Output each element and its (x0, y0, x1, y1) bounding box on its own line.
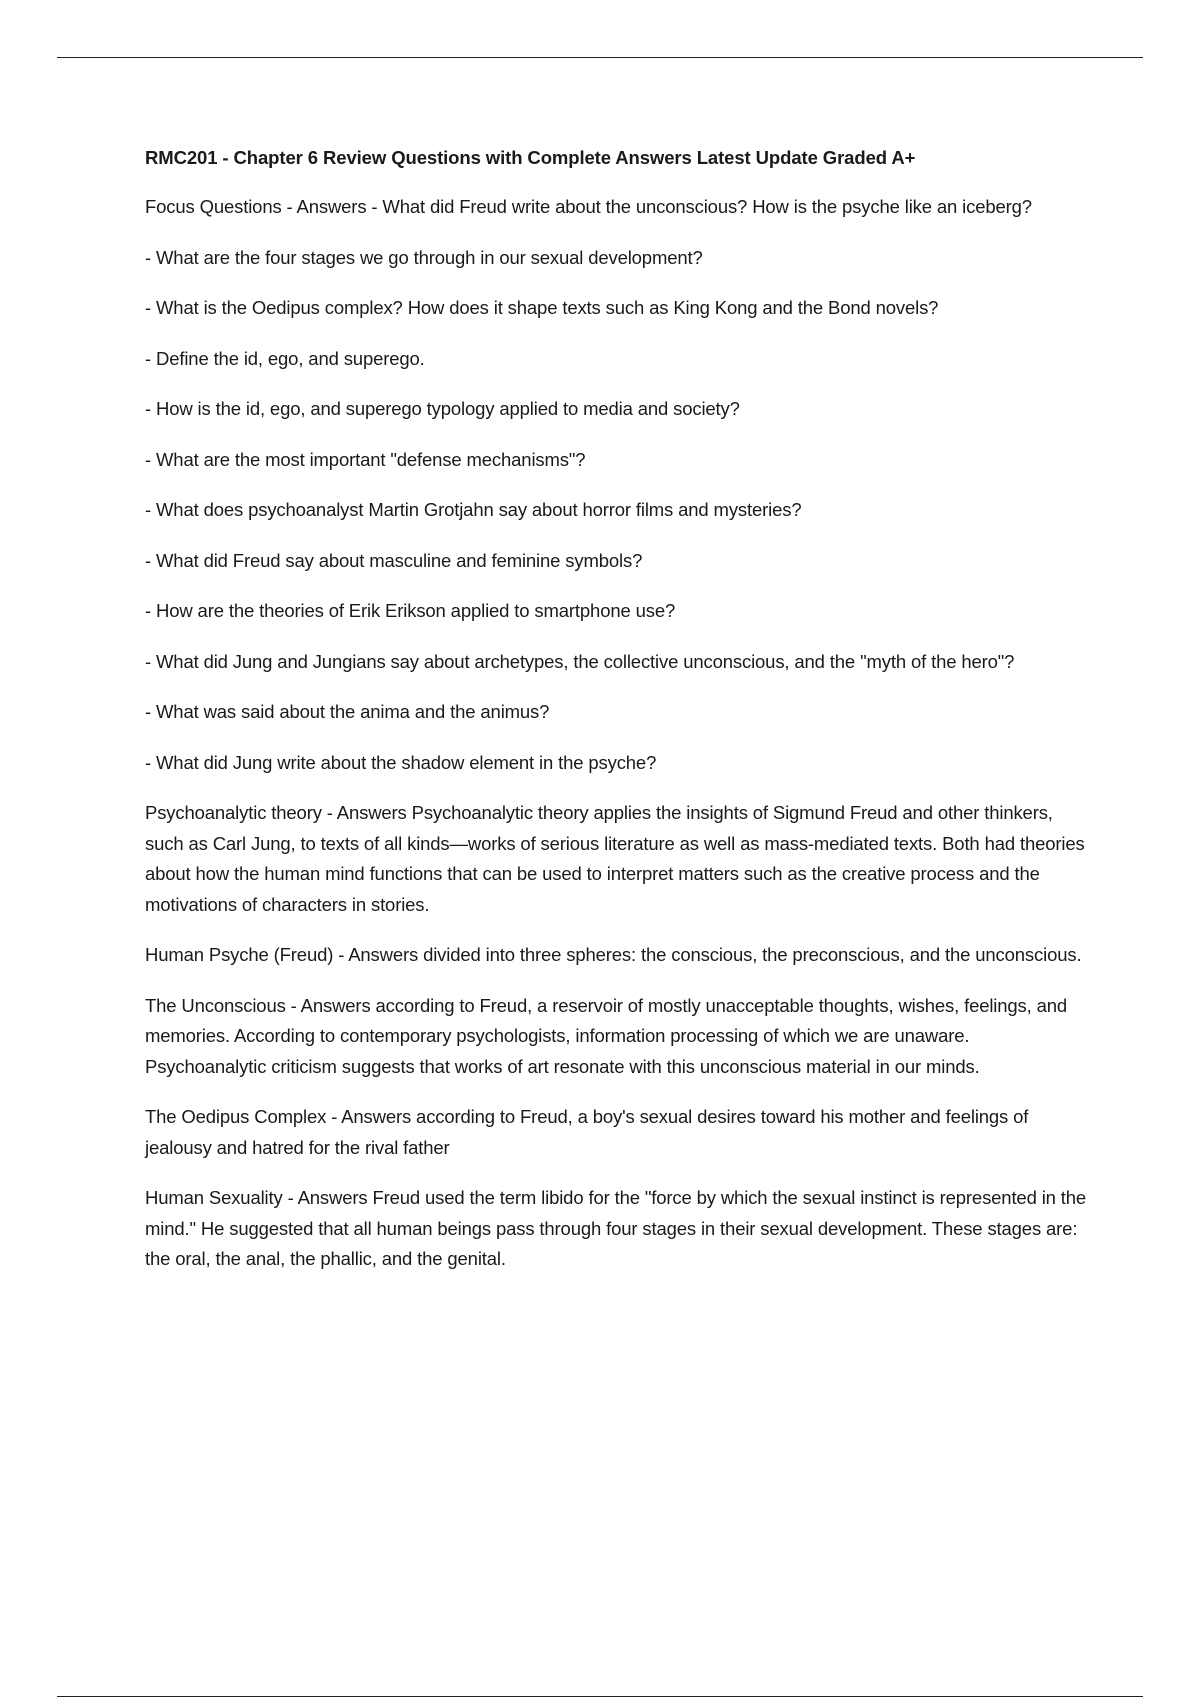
question-anima-animus: - What was said about the anima and the animus? (145, 701, 550, 722)
question-oedipus-complex: - What is the Oedipus complex? How does it shape texts such as King Kong and the Bond novels? (145, 297, 939, 318)
header-rule (57, 57, 1143, 58)
question-grotjahn: - What does psychoanalyst Martin Grotjahn say about horror films and mysteries? (145, 499, 802, 520)
answer-oedipus-complex: The Oedipus Complex - Answers according to Freud, a boy's sexual desires toward his mother and feelings of jealousy and hatred for the rival father (145, 1106, 1029, 1158)
question-shadow: - What did Jung write about the shadow element in the psyche? (145, 751, 657, 773)
document-title: RMC201 - Chapter 6 Review Questions with Complete Answers Latest Update Graded A+ (145, 147, 916, 168)
answer-unconscious: The Unconscious - Answers according to Freud, a reservoir of mostly unacceptable thoughts, wishes, feelings, and memories. According to contemporary psychologists, information processing of which we are unaware. Psychoanalytic criticism suggests that works of art resonate with this unconscious material in our minds. (145, 994, 1068, 1077)
answer-psychoanalytic-theory: Psychoanalytic theory - Answers Psychoanalytic theory applies the insights of Sigmund Freud and other thinkers, such as Carl Jung, to texts of all kinds—works of serious literature as well as mass-mediated texts. Both had theories about how the human mind functions that can be used to interpret matters such as the creative process and the motivations of characters in stories. (145, 802, 1085, 915)
question-freud-symbols: - What did Freud say about masculine and feminine symbols? (145, 549, 643, 571)
paragraph-focus-questions: Focus Questions - Answers - What did Freud write about the unconscious? How is the psyche like an iceberg? (145, 196, 1032, 217)
question-id-ego-superego: - Define the id, ego, and superego. (145, 347, 425, 369)
question-erikson: - How are the theories of Erik Erikson applied to smartphone use? (145, 600, 676, 621)
footer-rule (57, 1696, 1143, 1697)
document-body (145, 143, 1090, 1295)
question-typology-media: - How is the id, ego, and superego typology applied to media and society? (145, 398, 740, 419)
question-sexual-development: - What are the four stages we go through in our sexual development? (145, 246, 703, 268)
answer-human-psyche: Human Psyche (Freud) - Answers divided into three spheres: the conscious, the preconscious, and the unconscious. (145, 944, 1082, 965)
question-defense-mechanisms: - What are the most important "defense mechanisms"? (145, 448, 586, 470)
question-jung-archetypes: - What did Jung and Jungians say about archetypes, the collective unconscious, and the "myth of the hero"? (145, 650, 1015, 672)
answer-human-sexuality: Human Sexuality - Answers Freud used the term libido for the "force by which the sexual instinct is represented in the mind." He suggested that all human beings pass through four stages in their sexual development. These stages are: the oral, the anal, the phallic, and the genital. (145, 1187, 1087, 1269)
